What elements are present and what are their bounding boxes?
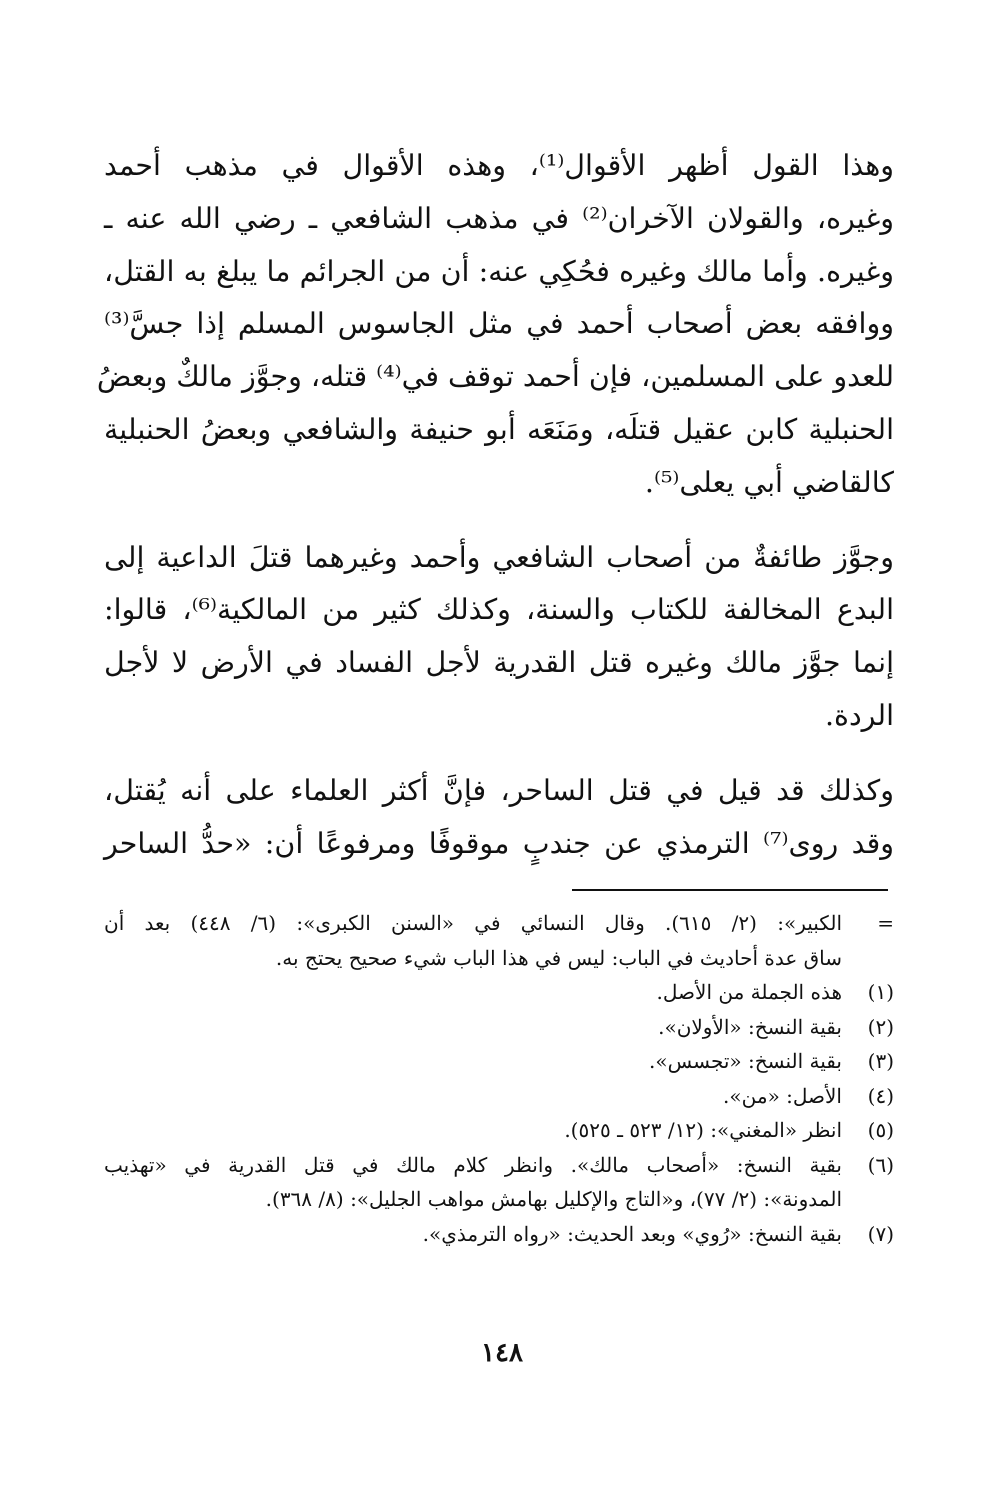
- text-line: ووافقه بعض أصحاب أحمد في مثل الجاسوس المسلم إذا جسَّ⁽³⁾: [104, 307, 894, 341]
- footnote-line: المدونة»: (٢/ ٧٧)، و«التاج والإكليل بهامش مواهب الجليل»: (٨/ ٣٦٨).: [265, 1187, 842, 1211]
- footnote-number: (٣): [867, 1049, 894, 1073]
- footnote-line: بقية النسخ: «رُوي» وبعد الحديث: «رواه الترمذي».: [422, 1221, 842, 1246]
- paragraph-2: [104, 532, 894, 743]
- footnote-line: انظر «المغني»: (١٢/ ٥٢٣ ـ ٥٢٥).: [564, 1118, 842, 1142]
- footnote-number: (٥): [867, 1118, 894, 1142]
- footnote-text: [104, 1010, 842, 1045]
- main-text: [96, 140, 894, 870]
- text-line: الردة.: [824, 698, 894, 732]
- paragraph-3: [104, 765, 894, 871]
- continuation-marker: =: [877, 911, 894, 935]
- page-number: ١٤٨: [481, 1338, 523, 1368]
- footnote-line: ساق عدة أحاديث في الباب: ليس في هذا الباب شيء صحيح يحتج به.: [275, 945, 842, 970]
- footnote-number: (٤): [867, 1083, 894, 1108]
- text-line: وهذا القول أظهر الأقوال⁽¹⁾، وهذه الأقوال في مذهب أحمد: [104, 149, 894, 182]
- footnote-6: [104, 1148, 894, 1217]
- text-line: إنما جوَّز مالك وغيره قتل القدرية لأجل الفساد في الأرض لا لأجل: [104, 646, 894, 680]
- footnote-line: بقية النسخ: «الأولان».: [658, 1014, 842, 1039]
- footnote-number: (٢): [867, 1014, 894, 1039]
- footnotes: [104, 906, 894, 1251]
- footnote-3: [104, 1044, 894, 1079]
- footnote-1: [104, 975, 894, 1010]
- footnote-line: بقية النسخ: «أصحاب مالك». وانظر كلام مالك في قتل القدرية في «تهذيب: [104, 1152, 842, 1177]
- footnote-line: الأصل: «من».: [723, 1083, 842, 1108]
- text-line: وكذلك قد قيل في قتل الساحر، فإنَّ أكثر العلماء على أنه يُقتل،: [104, 773, 894, 807]
- text-line: وغيره، والقولان الآخران⁽²⁾ في مذهب الشافعي ـ رضي الله عنه ـ: [104, 201, 894, 235]
- text-line: كالقاضي أبي يعلى⁽⁵⁾.: [644, 465, 894, 499]
- footnote-text: [104, 1217, 842, 1252]
- text-line: البدع المخالفة للكتاب والسنة، وكذلك كثير من المالكية⁽⁶⁾، قالوا:: [104, 593, 894, 627]
- footnote-separator: [572, 889, 888, 891]
- footnote-line: هذه الجملة من الأصل.: [656, 980, 842, 1004]
- footnote-text: [104, 906, 842, 975]
- footnote-number: (١): [867, 980, 894, 1004]
- footnote-text: [104, 1079, 842, 1114]
- footnote-text: [104, 1148, 842, 1217]
- text-line: وغيره. وأما مالك وغيره فحُكِي عنه: أن من الجرائم ما يبلغ به القتل،: [104, 254, 894, 288]
- footnote-line: بقية النسخ: «تجسس».: [649, 1049, 842, 1073]
- footnote-5: [104, 1113, 894, 1148]
- footnote-number: (٧): [867, 1221, 894, 1246]
- footnote-7: [104, 1217, 894, 1252]
- text-line: وقد روى⁽⁷⁾ الترمذي عن جندبٍ موقوفًا ومرفوعًا أن: «حدُّ الساحر: [104, 826, 894, 860]
- footnote-continuation: [104, 906, 894, 975]
- footnote-4: [104, 1079, 894, 1114]
- text-line: للعدو على المسلمين، فإن أحمد توقف في⁽⁴⁾ قتله، وجوَّز مالكٌ وبعضُ: [96, 360, 894, 394]
- text-line: الحنبلية كابن عقيل قتلَه، ومَنَعَه أبو حنيفة والشافعي وبعضُ الحنبلية: [104, 412, 894, 446]
- footnote-text: [104, 1113, 842, 1148]
- text-line: وجوَّز طائفةٌ من أصحاب الشافعي وأحمد وغيرهما قتلَ الداعية إلى: [104, 540, 894, 574]
- footnote-text: [104, 975, 842, 1010]
- footnote-number: (٦): [867, 1152, 894, 1177]
- footnote-2: [104, 1010, 894, 1045]
- footnote-text: [104, 1044, 842, 1079]
- footnote-line: الكبير»: (٢/ ٦١٥). وقال النسائي في «السنن الكبرى»: (٦/ ٤٤٨) بعد أن: [104, 911, 842, 935]
- paragraph-1: [96, 140, 894, 510]
